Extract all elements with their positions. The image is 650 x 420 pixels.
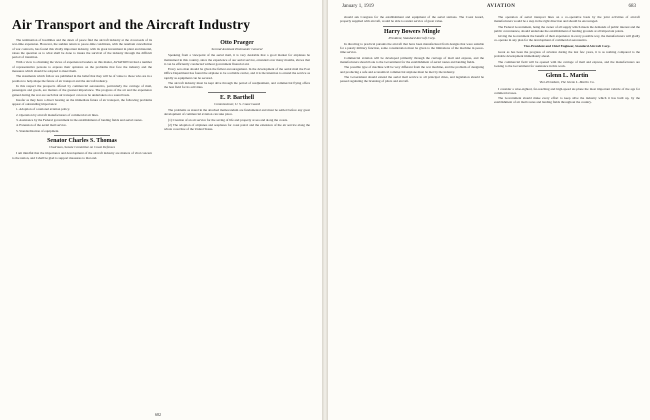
section-heading: Glenn L. Martin [545, 73, 589, 80]
right-col2-body3 [494, 87, 640, 105]
paragraph: In this respect the prospects offered by commercial aeronautics, particularly the carriage of mail, passengers and goods, are matters of the greatest importance. The progress of the art and the experience gained during the war are such that air transport can now be undertaken on a sound basis. [12, 83, 152, 97]
paragraph: The Federal Government, being the owner of all supply which meets the demands of public interest and the public convenience, should undertake the establishment of landing grounds at all important points. [494, 24, 640, 33]
section-heading: Harry Bowers Mingle [384, 28, 440, 35]
right-column-1 [340, 15, 484, 415]
paragraph: The termination of hostilities and the dawn of peace find the aircraft industry at the crossroads of its war-time expansion. However, the sudden return to peace-time conditions, with the resultant cancellation of war contracts, has found this vitally important industry, with its great investment in plant and materiel, raises the question as to what shall be done to insure the survival of the industry through the difficult period of transition. [12, 38, 152, 60]
right-col1-body [340, 15, 484, 24]
left-column-2 [164, 38, 310, 410]
section-subheading: Commissioner, U. S. Coast Guard [214, 101, 260, 106]
right-page [328, 0, 650, 420]
paragraph: The commercial field will be opened with the carriage of mail and express, and the manufacturers are looking to the Government for assistance in this work. [494, 59, 640, 68]
paragraph: The Government should extend the aerial mail service to all principal cities, and legislation should be passed regulating the licensing of pilots and aircraft. [340, 74, 484, 84]
article-headline: Air Transport and the Aircraft Industry [12, 17, 251, 32]
right-column-2 [494, 15, 640, 415]
paragraph: 4. Extension of the aerial mail service. [16, 123, 67, 128]
section-rule [383, 26, 441, 27]
paragraph: 3. Assistance by the Federal government in the establishment of landing fields and aerial routes. [16, 118, 143, 123]
section-heading: Otto Praeger [220, 40, 254, 46]
paragraph: With a view to obtaining the views of experienced leaders on this matter, AVIATION invited a number of representative persons to express their opinions on the problems that face the industry and the measures which should be adopted to meet them. [12, 60, 152, 74]
paragraph: (2) The adoption of airplanes and seaplanes for coast patrol and the extension of the air service along the whole coast line of the United States. [164, 122, 310, 132]
paragraph: 1. Adoption of a national aviation policy. [16, 107, 70, 112]
paragraph: Insofar as they have a direct bearing on the immediate future of air transport, the following problems appear of outstanding importance: [12, 97, 152, 107]
left-col2-body2 [164, 108, 310, 131]
section-subheading: Chairman, Senate Committee on Coast Defenses [48, 144, 116, 149]
section-subheading: Second Assistant Postmaster General [211, 47, 263, 51]
left-col2-body [164, 53, 310, 89]
paragraph: The problems as stated in the attached memorandum are fundamental and must be settled before any great development of commercial aviation can take place. [164, 107, 310, 117]
paragraph: 5. Standardization of equipment. [16, 128, 60, 133]
page-number: 682 [155, 412, 161, 417]
section-heading: E. P. Barthell [219, 94, 255, 101]
paragraph: The possible type of machine will be very different from the war machine, and the problem of designing and producing a safe and economical commercial airplane must be met by the industry. [340, 65, 484, 74]
left-page [0, 0, 322, 420]
paragraph: should ask Congress for the establishment and equipment of the aerial stations. The Coast Guard, properly supplied with aircraft, would be able to render service of great value. [340, 15, 484, 24]
paragraph: Giving the Government the benefit of their experience in every possible way, the manufacturers will gladly co-operate in any plan for the development of commercial aeronautics. [494, 34, 640, 43]
header-date: January 1, 1919 [342, 4, 374, 9]
paragraph: The Government should make every effort to keep alive the industry which it has built up, by the establishment of air mail routes and landing fields throughout the country. [494, 96, 640, 105]
paragraph: 2. Operation by aircraft manufacturers of commercial air lines. [16, 112, 99, 117]
paragraph: The operation of aerial transport lines on a co-operative basis by the joint activities of aircraft manufacturers would be a step in the right direction and should be encouraged. [494, 15, 640, 24]
running-header [328, 4, 650, 12]
paragraph: Commercial aviation will be developed primarily through the carriage of mail and express, and the manufacturers should look to the Government for the establishment of aerial routes and landing fields. [340, 55, 484, 65]
paragraph: (1) Creation of an air service for the saving of life and property at sea and along the coasts. [168, 117, 288, 122]
paragraph: Great as has been the progress of aviation during the last few years, it is as nothing compared to the probable development immediately ahead. [494, 50, 640, 59]
left-col1-body [12, 38, 152, 133]
paragraph: I consider a wise-sighted, far-reaching and high-speed air-plane the most important vehicle of the age for commercial uses. [494, 86, 640, 95]
paragraph: The aircraft industry must be kept alive through the period of readjustment, and commercial flying offers the best field for its activities. [164, 81, 310, 90]
paragraph: In directing to practical pursuits the aircraft that have been manufactured from designs that were suitable for a purely military function, some consideration must be given to the limitations of the machine in peace-time service. [340, 41, 484, 55]
section-rule [208, 92, 266, 93]
right-col2-body2 [494, 50, 640, 68]
right-col2-body [494, 15, 640, 43]
section-subheading: Vice-President, The Glenn L. Martin Co. [539, 80, 595, 85]
right-col1-body2 [340, 42, 484, 84]
section-subheading: President, Standard Aircraft Corp. [388, 35, 436, 40]
paragraph: I am mindful that the importance and development of the aircraft industry are matters of vital concern to the nation, and I shall be glad to support measures to that end. [12, 151, 152, 160]
left-column-1 [12, 38, 152, 410]
header-journal: AVIATION [486, 4, 516, 9]
paragraph: Every aero man should be given the fullest encouragement. In the development of the aerial mail the Post Office Department has found the airplane to be a reliable carrier, and it is the intention to extend the service as rapidly as equipment can be secured. [164, 67, 310, 80]
section-rule [54, 135, 110, 136]
section-subheading: Vice-President and Chief Engineer, Standard Aircraft Corp. [523, 43, 611, 48]
paragraph: Speaking from a viewpoint of the aerial mail, it is very desirable that a good market for airplanes be maintained in this country, since the experience of our aerial service, extended over many months, shows that it can be efficiently conducted without government financial aid. [164, 53, 310, 66]
header-page-number: 683 [628, 4, 636, 9]
section-rule [538, 70, 596, 71]
section-heading: Senator Charles S. Thomas [47, 137, 117, 144]
paragraph: The statements which follow are published in the belief that they will be of value to those who are in a position to help shape the future of air transport and the aircraft industry. [12, 74, 152, 83]
